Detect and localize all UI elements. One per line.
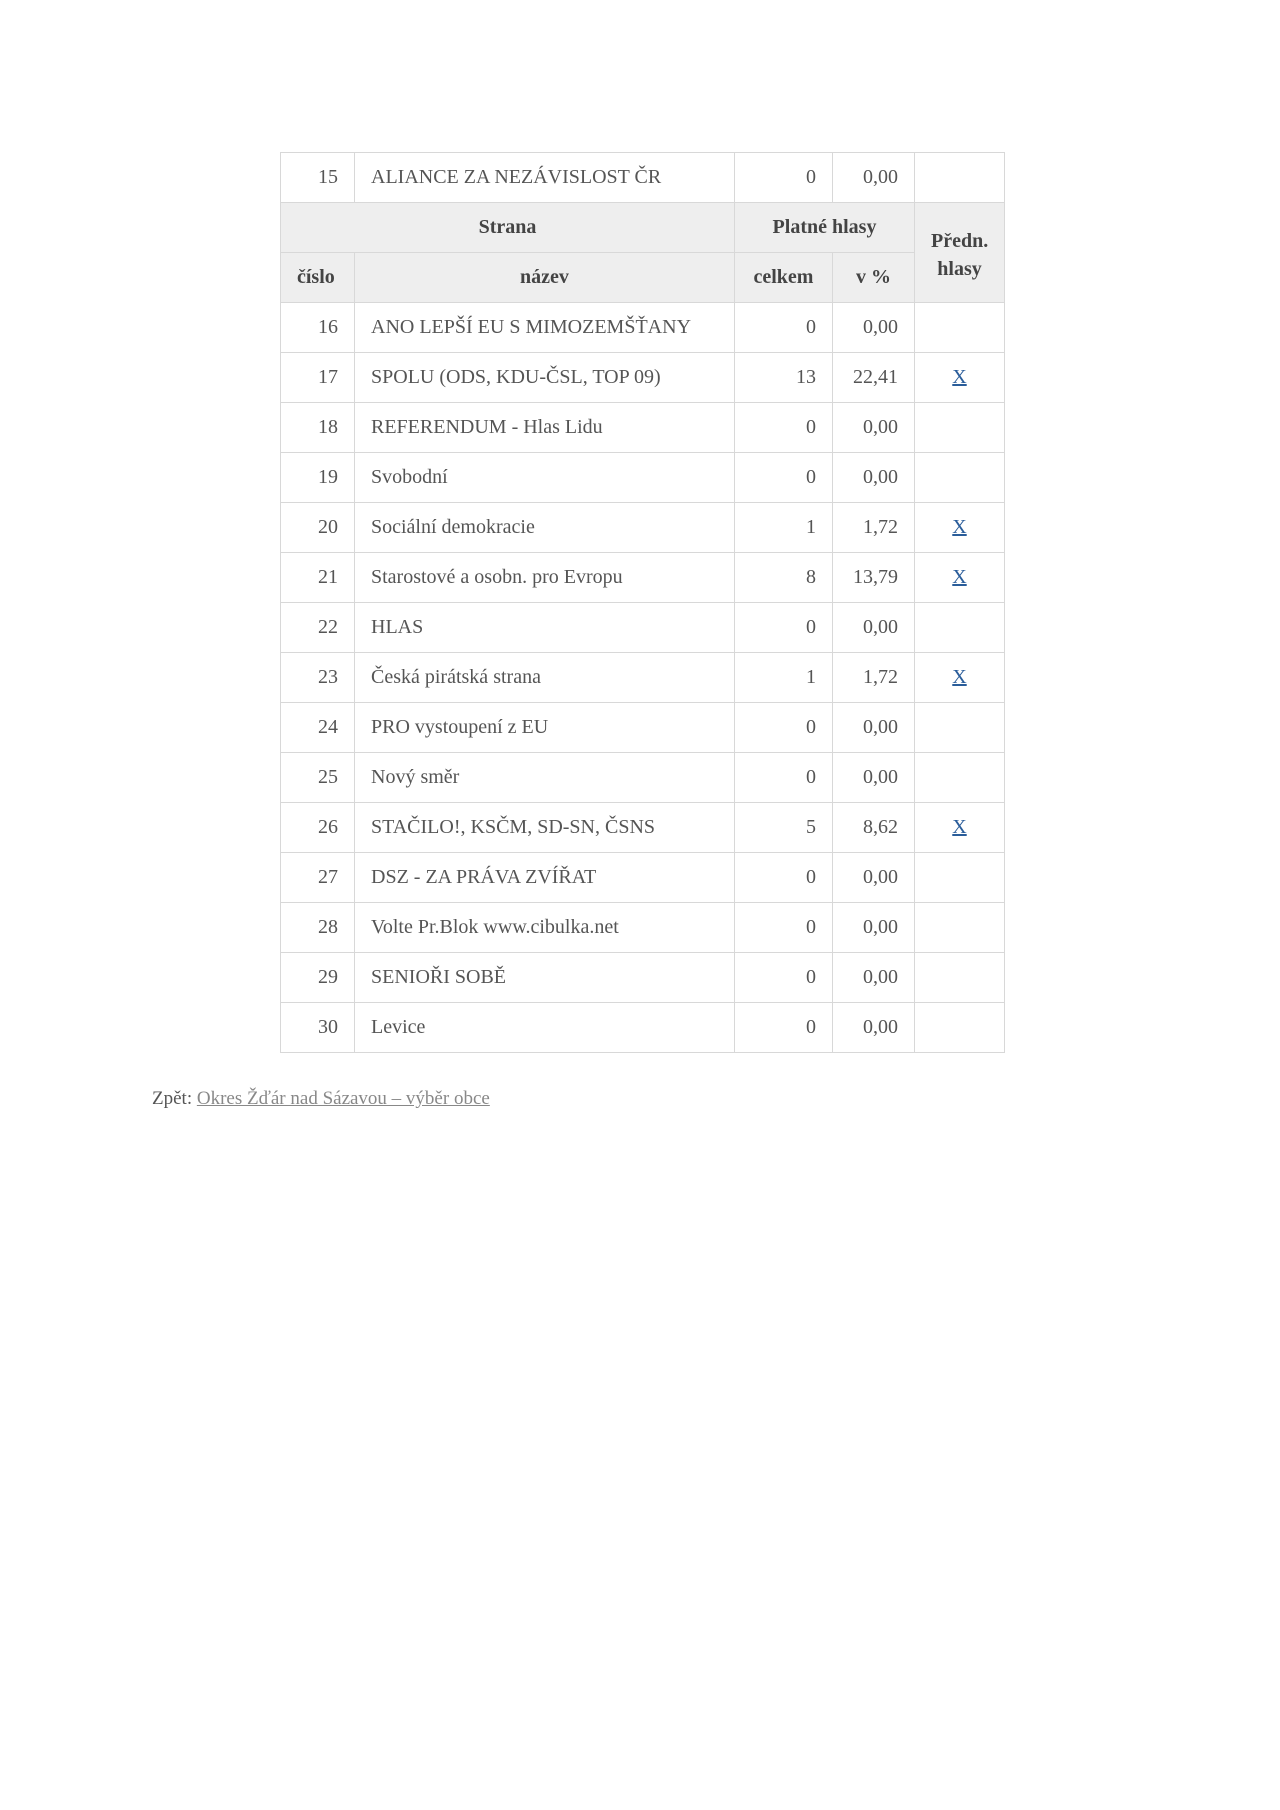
cell-cislo: 17 — [281, 353, 355, 403]
cell-procent: 1,72 — [833, 503, 915, 553]
cell-celkem: 0 — [735, 953, 833, 1003]
cell-nazev: REFERENDUM - Hlas Lidu — [355, 403, 735, 453]
cell-celkem: 0 — [735, 853, 833, 903]
cell-celkem: 0 — [735, 153, 833, 203]
cell-cislo: 30 — [281, 1003, 355, 1053]
cell-cislo: 24 — [281, 703, 355, 753]
cell-celkem: 13 — [735, 353, 833, 403]
cell-nazev: SPOLU (ODS, KDU-ČSL, TOP 09) — [355, 353, 735, 403]
table-row — [281, 803, 1005, 853]
cell-cislo: 16 — [281, 303, 355, 353]
cell-cislo: 22 — [281, 603, 355, 653]
cell-nazev: HLAS — [355, 603, 735, 653]
table-row — [281, 953, 1005, 1003]
cell-nazev: Starostové a osobn. pro Evropu — [355, 553, 735, 603]
results-table — [280, 152, 1005, 1053]
cell-predn — [915, 903, 1005, 953]
cell-cislo: 21 — [281, 553, 355, 603]
table-row — [281, 303, 1005, 353]
cell-predn — [915, 453, 1005, 503]
cell-procent: 0,00 — [833, 953, 915, 1003]
header-platne-hlasy: Platné hlasy — [735, 203, 915, 253]
cell-procent: 0,00 — [833, 853, 915, 903]
cell-predn — [915, 1003, 1005, 1053]
cell-procent: 1,72 — [833, 653, 915, 703]
cell-procent: 0,00 — [833, 1003, 915, 1053]
preferential-votes-link[interactable]: X — [952, 816, 967, 838]
cell-cislo: 29 — [281, 953, 355, 1003]
cell-celkem: 8 — [735, 553, 833, 603]
cell-predn — [915, 353, 1005, 403]
cell-predn — [915, 803, 1005, 853]
back-navigation — [152, 1088, 490, 1110]
cell-nazev: Nový směr — [355, 753, 735, 803]
header-predn-line1: Předn. — [931, 229, 989, 252]
cell-nazev: Volte Pr.Blok www.cibulka.net — [355, 903, 735, 953]
table-row — [281, 653, 1005, 703]
back-label: Zpět: — [152, 1088, 193, 1109]
cell-predn — [915, 953, 1005, 1003]
cell-cislo: 19 — [281, 453, 355, 503]
header-predn-line2: hlasy — [937, 257, 982, 280]
cell-nazev: DSZ - ZA PRÁVA ZVÍŘAT — [355, 853, 735, 903]
cell-celkem: 0 — [735, 903, 833, 953]
cell-procent: 0,00 — [833, 153, 915, 203]
cell-cislo: 26 — [281, 803, 355, 853]
cell-cislo: 15 — [281, 153, 355, 203]
cell-nazev: STAČILO!, KSČM, SD-SN, ČSNS — [355, 803, 735, 853]
preferential-votes-link[interactable]: X — [952, 566, 967, 588]
header-cislo: číslo — [281, 253, 355, 303]
cell-cislo: 25 — [281, 753, 355, 803]
back-link-okres[interactable]: Okres Žďár nad Sázavou – výběr obce — [196, 1088, 490, 1109]
preferential-votes-link[interactable]: X — [952, 516, 967, 538]
cell-celkem: 1 — [735, 503, 833, 553]
cell-procent: 22,41 — [833, 353, 915, 403]
cell-nazev: Česká pirátská strana — [355, 653, 735, 703]
cell-predn — [915, 503, 1005, 553]
cell-celkem: 0 — [735, 453, 833, 503]
results-table-body — [281, 153, 1005, 1053]
cell-procent: 0,00 — [833, 303, 915, 353]
header-celkem: celkem — [735, 253, 833, 303]
cell-celkem: 5 — [735, 803, 833, 853]
cell-predn — [915, 853, 1005, 903]
cell-procent: 0,00 — [833, 603, 915, 653]
cell-celkem: 0 — [735, 403, 833, 453]
cell-cislo: 28 — [281, 903, 355, 953]
cell-cislo: 23 — [281, 653, 355, 703]
table-row — [281, 403, 1005, 453]
cell-nazev: ALIANCE ZA NEZÁVISLOST ČR — [355, 153, 735, 203]
cell-procent: 0,00 — [833, 453, 915, 503]
preferential-votes-link[interactable]: X — [952, 666, 967, 688]
cell-predn — [915, 703, 1005, 753]
cell-procent: 8,62 — [833, 803, 915, 853]
cell-predn — [915, 553, 1005, 603]
cell-celkem: 0 — [735, 303, 833, 353]
table-row — [281, 453, 1005, 503]
cell-celkem: 0 — [735, 1003, 833, 1053]
cell-cislo: 27 — [281, 853, 355, 903]
header-strana: Strana — [281, 203, 735, 253]
cell-predn — [915, 753, 1005, 803]
cell-nazev: Levice — [355, 1003, 735, 1053]
cell-celkem: 0 — [735, 703, 833, 753]
cell-procent: 0,00 — [833, 403, 915, 453]
header-row-2 — [281, 253, 1005, 303]
table-row-top — [281, 153, 1005, 203]
header-row-1 — [281, 203, 1005, 253]
cell-procent: 13,79 — [833, 553, 915, 603]
table-row — [281, 703, 1005, 753]
preferential-votes-link[interactable]: X — [952, 366, 967, 388]
table-row — [281, 903, 1005, 953]
cell-nazev: PRO vystoupení z EU — [355, 703, 735, 753]
cell-celkem: 1 — [735, 653, 833, 703]
header-predn-hlasy — [915, 203, 1005, 303]
cell-nazev: Sociální demokracie — [355, 503, 735, 553]
table-row — [281, 753, 1005, 803]
cell-cislo: 18 — [281, 403, 355, 453]
table-row — [281, 603, 1005, 653]
header-v-procentech: v % — [833, 253, 915, 303]
table-row — [281, 503, 1005, 553]
table-row — [281, 1003, 1005, 1053]
cell-nazev: ANO LEPŠÍ EU S MIMOZEMŠŤANY — [355, 303, 735, 353]
cell-predn — [915, 603, 1005, 653]
cell-celkem: 0 — [735, 603, 833, 653]
cell-predn — [915, 653, 1005, 703]
cell-nazev: SENIOŘI SOBĚ — [355, 953, 735, 1003]
cell-procent: 0,00 — [833, 903, 915, 953]
table-row — [281, 353, 1005, 403]
cell-predn — [915, 403, 1005, 453]
header-nazev: název — [355, 253, 735, 303]
cell-celkem: 0 — [735, 753, 833, 803]
cell-predn — [915, 303, 1005, 353]
table-row — [281, 553, 1005, 603]
cell-cislo: 20 — [281, 503, 355, 553]
cell-nazev: Svobodní — [355, 453, 735, 503]
cell-procent: 0,00 — [833, 703, 915, 753]
cell-predn — [915, 153, 1005, 203]
table-row — [281, 853, 1005, 903]
cell-procent: 0,00 — [833, 753, 915, 803]
